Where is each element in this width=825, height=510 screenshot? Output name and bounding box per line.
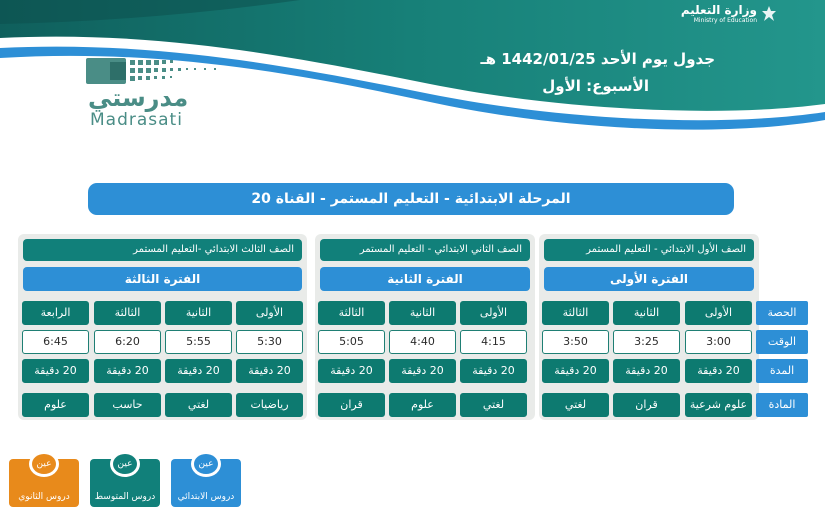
lesson-cell: الثالثة — [94, 301, 161, 325]
subject-cell: علوم — [22, 393, 89, 417]
lesson-cell: الأولى — [236, 301, 303, 325]
duration-cell: 20 دقيقة — [685, 359, 752, 383]
duration-cell: 20 دقيقة — [460, 359, 527, 383]
ministry-name-ar: وزارة التعليم — [680, 3, 757, 17]
ministry-brand — [681, 3, 757, 25]
button-label: دروس الابتدائي — [177, 492, 235, 502]
row-label-subject: المادة — [756, 393, 808, 417]
schedule-title: جدول يوم الأحد 1442/01/25 هـ — [480, 50, 715, 68]
time-cell: 5:55 — [165, 330, 232, 354]
elementary-lessons-button[interactable] — [171, 459, 241, 507]
ain-badge-label: عين — [194, 454, 218, 474]
time-cell: 3:00 — [685, 330, 752, 354]
lesson-cell: الثالثة — [542, 301, 609, 325]
duration-cell: 20 دقيقة — [542, 359, 609, 383]
lesson-cell: الثالثة — [318, 301, 385, 325]
time-cell: 3:25 — [613, 330, 680, 354]
subject-cell: رياضيات — [236, 393, 303, 417]
panel-period: الفترة الثانية — [320, 267, 530, 291]
duration-cell: 20 دقيقة — [165, 359, 232, 383]
week-label: الأسبوع: الأول — [542, 77, 649, 95]
lesson-cell: الثانية — [613, 301, 680, 325]
subject-cell: لغتي — [460, 393, 527, 417]
time-cell: 5:30 — [236, 330, 303, 354]
subject-cell: قران — [613, 393, 680, 417]
subject-cell: قران — [318, 393, 385, 417]
lesson-cell: الأولى — [460, 301, 527, 325]
ain-badge-label: عين — [113, 454, 137, 474]
time-cell: 5:05 — [318, 330, 385, 354]
stage-banner: المرحلة الابتدائية - التعليم المستمر - القناة 20 — [88, 183, 734, 215]
row-label-lesson: الحصة — [756, 301, 808, 325]
subject-cell: حاسب — [94, 393, 161, 417]
subject-cell: لغتي — [165, 393, 232, 417]
ministry-logo-icon — [761, 5, 777, 23]
panel-header: الصف الثاني الابتدائي - التعليم المستمر — [320, 239, 530, 261]
ain-badge — [191, 451, 221, 477]
time-cell: 4:15 — [460, 330, 527, 354]
duration-cell: 20 دقيقة — [613, 359, 680, 383]
subject-cell: لغتي — [542, 393, 609, 417]
panel-header: الصف الأول الابتدائي - التعليم المستمر — [544, 239, 754, 261]
row-label-duration: المدة — [756, 359, 808, 383]
duration-cell: 20 دقيقة — [236, 359, 303, 383]
subject-cell: علوم شرعية — [685, 393, 752, 417]
duration-cell: 20 دقيقة — [389, 359, 456, 383]
ain-badge — [110, 451, 140, 477]
ain-badge-label: عين — [32, 454, 56, 474]
lesson-cell: الرابعة — [22, 301, 89, 325]
panel-period: الفترة الثالثة — [23, 267, 302, 291]
ain-badge — [29, 451, 59, 477]
madrasati-logo-latin: Madrasati — [90, 110, 183, 130]
panel-period: الفترة الأولى — [544, 267, 754, 291]
panel-header: الصف الثالث الابتدائي -التعليم المستمر — [23, 239, 302, 261]
duration-cell: 20 دقيقة — [94, 359, 161, 383]
lesson-cell: الأولى — [685, 301, 752, 325]
lesson-cell: الثانية — [389, 301, 456, 325]
secondary-lessons-button[interactable] — [9, 459, 79, 507]
ministry-name-en: Ministry of Education — [693, 17, 757, 24]
intermediate-lessons-button[interactable] — [90, 459, 160, 507]
duration-cell: 20 دقيقة — [22, 359, 89, 383]
time-cell: 6:20 — [94, 330, 161, 354]
lesson-cell: الثانية — [165, 301, 232, 325]
time-cell: 3:50 — [542, 330, 609, 354]
time-cell: 4:40 — [389, 330, 456, 354]
button-label: دروس الثانوي — [18, 492, 70, 502]
subject-cell: علوم — [389, 393, 456, 417]
time-cell: 6:45 — [22, 330, 89, 354]
duration-cell: 20 دقيقة — [318, 359, 385, 383]
button-label: دروس المتوسط — [94, 492, 156, 502]
madrasati-logo-arabic: مدرستي — [88, 84, 189, 112]
row-label-time: الوقت — [756, 330, 808, 354]
